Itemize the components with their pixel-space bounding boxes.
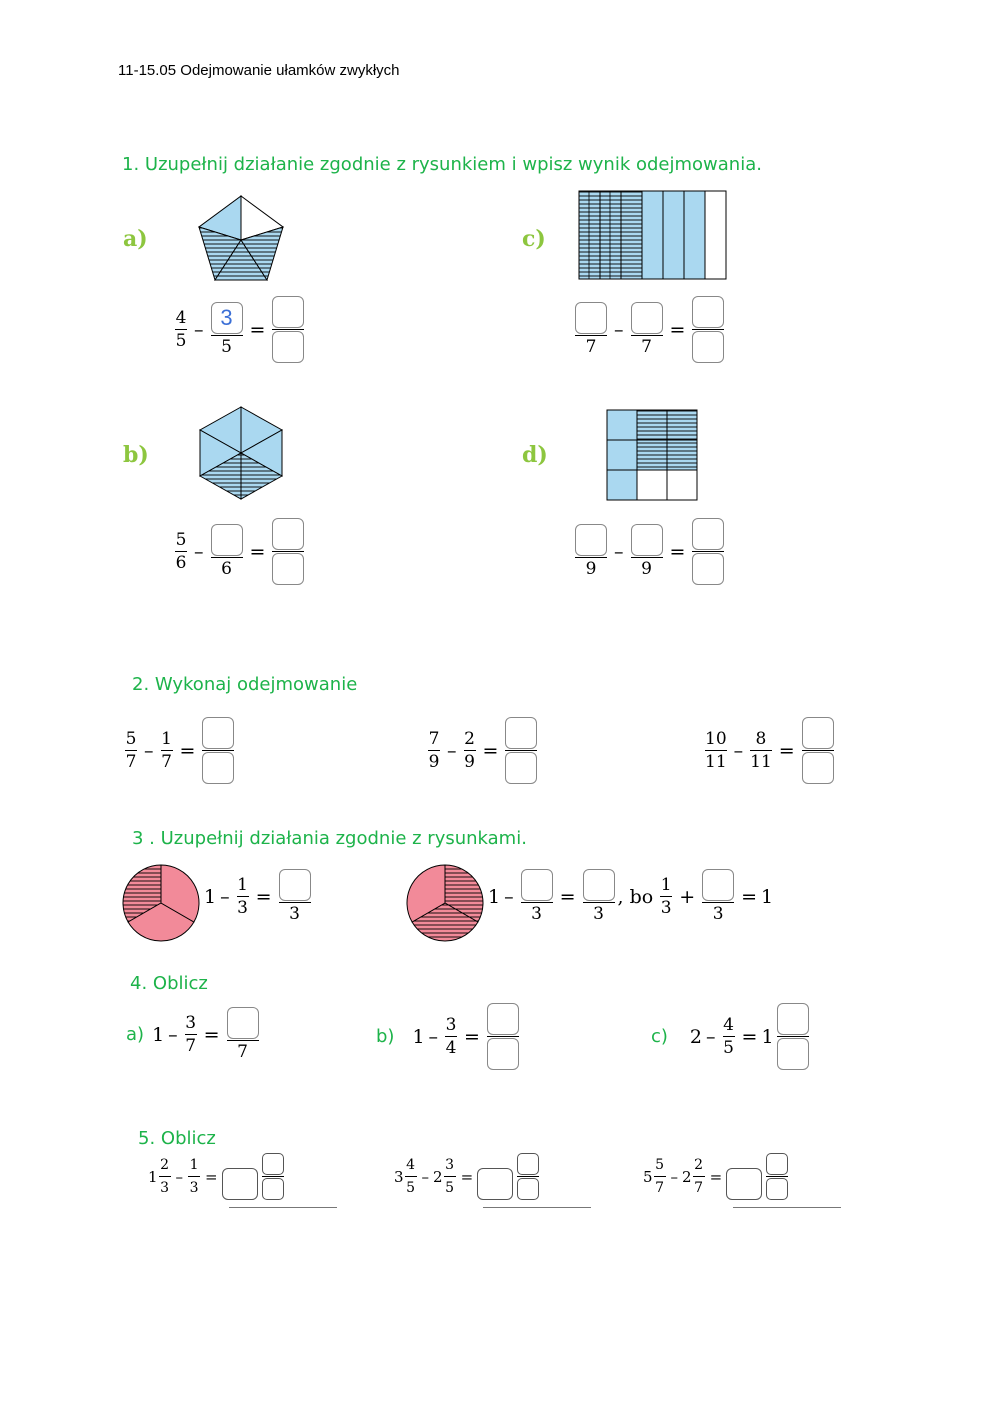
hexagon-figure xyxy=(198,405,288,501)
answer-box-1c-num1[interactable] xyxy=(575,302,607,334)
equation-2-3: $\frac{10}{11}$ – $\frac{8}{11}$ = xyxy=(702,717,837,784)
page-header: 11-15.05 Odejmowanie ułamków zwykłych xyxy=(118,62,400,79)
answer-box-2-1-den[interactable] xyxy=(202,752,234,784)
task3-title: 3 . Uzupełnij działania zgodnie z rysunkami. xyxy=(132,828,527,849)
answer-box-4b-den[interactable] xyxy=(487,1038,519,1070)
equation-1d: 9 – 9 = xyxy=(572,518,727,585)
task2-title: 2. Wykonaj odejmowanie xyxy=(132,674,358,695)
equation-1b: $\frac{5}{6}$ – 6 = xyxy=(172,518,307,585)
answer-box-1c-result-den[interactable] xyxy=(692,331,724,363)
answer-box-5-3-num[interactable] xyxy=(766,1153,788,1175)
equation-2-1: $\frac{5}{7}$ – $\frac{1}{7}$ = xyxy=(122,717,237,784)
answer-box-1a-numerator[interactable]: 3 xyxy=(211,302,243,334)
answer-box-1a-result-num[interactable] xyxy=(272,296,304,328)
answer-line-5-2 xyxy=(483,1207,591,1208)
answer-box-4c-num[interactable] xyxy=(777,1003,809,1035)
answer-box-5-3-den[interactable] xyxy=(766,1178,788,1200)
answer-box-3-1-num[interactable] xyxy=(279,869,311,901)
fraction: $\frac{4}{5}$ xyxy=(175,308,187,351)
answer-box-1d-result-den[interactable] xyxy=(692,553,724,585)
answer-box-5-2-den[interactable] xyxy=(517,1178,539,1200)
equation-3-2: 1 – 3 = 3 , bo $\frac{1}{3}$ + 3 = 1 xyxy=(488,869,773,924)
answer-box-3-2-num3[interactable] xyxy=(702,869,734,901)
answer-box-1d-result-num[interactable] xyxy=(692,518,724,550)
equation-4c: c) 2 – $\frac{4}{5}$ = 1 xyxy=(651,1003,812,1070)
answer-box-5-1-num[interactable] xyxy=(262,1153,284,1175)
equation-2-2: $\frac{7}{9}$ – $\frac{2}{9}$ = xyxy=(425,717,540,784)
grid-ninths-figure xyxy=(606,409,702,505)
answer-box-2-2-den[interactable] xyxy=(505,752,537,784)
answer-box-1b-result-num[interactable] xyxy=(272,518,304,550)
task5-title: 5. Oblicz xyxy=(138,1128,216,1149)
task1-title: 1. Uzupełnij działanie zgodnie z rysunkiem i wpisz wynik odejmowania. xyxy=(122,154,762,175)
answer-box-1d-num2[interactable] xyxy=(631,524,663,556)
answer-box-4b-num[interactable] xyxy=(487,1003,519,1035)
answer-line-5-3 xyxy=(733,1207,841,1208)
task1-label-c: c) xyxy=(522,226,546,252)
equation-5-3: 5 $\frac{5}{7}$ – 2 $\frac{2}{7}$ = xyxy=(643,1153,791,1200)
answer-box-2-3-den[interactable] xyxy=(802,752,834,784)
answer-box-1d-num1[interactable] xyxy=(575,524,607,556)
equation-4b: b) 1 – $\frac{3}{4}$ = xyxy=(376,1003,522,1070)
task1-label-d: d) xyxy=(522,442,548,468)
answer-box-2-2-num[interactable] xyxy=(505,717,537,749)
equation-1c: 7 – 7 = xyxy=(572,296,727,363)
task4-title: 4. Oblicz xyxy=(130,973,208,994)
circle-thirds-figure-2 xyxy=(405,863,485,943)
task1-label-a: a) xyxy=(123,226,148,252)
answer-box-1c-result-num[interactable] xyxy=(692,296,724,328)
equation-5-1: 1 $\frac{2}{3}$ – $\frac{1}{3}$ = xyxy=(148,1153,287,1200)
rectangle-sevenths-figure xyxy=(578,190,728,282)
circle-thirds-figure-1 xyxy=(121,863,201,943)
answer-box-1c-num2[interactable] xyxy=(631,302,663,334)
pentagon-figure xyxy=(195,194,305,284)
answer-line-5-1 xyxy=(229,1207,337,1208)
answer-box-5-1-whole[interactable] xyxy=(222,1168,258,1200)
answer-box-1b-num[interactable] xyxy=(211,524,243,556)
answer-box-1b-result-den[interactable] xyxy=(272,553,304,585)
answer-box-4a-num[interactable] xyxy=(227,1007,259,1039)
answer-box-2-3-num[interactable] xyxy=(802,717,834,749)
answer-box-3-2-num1[interactable] xyxy=(521,869,553,901)
answer-box-5-2-num[interactable] xyxy=(517,1153,539,1175)
answer-box-3-2-num2[interactable] xyxy=(583,869,615,901)
answer-box-2-1-num[interactable] xyxy=(202,717,234,749)
equation-3-1: 1 – $\frac{1}{3}$ = 3 xyxy=(204,869,314,924)
answer-box-5-2-whole[interactable] xyxy=(477,1168,513,1200)
answer-box-4c-den[interactable] xyxy=(777,1038,809,1070)
answer-box-5-1-den[interactable] xyxy=(262,1178,284,1200)
task1-label-b: b) xyxy=(123,442,149,468)
equation-1a: $\frac{4}{5}$ – $\frac{3}{5}$ = xyxy=(172,296,307,363)
equation-5-2: 3 $\frac{4}{5}$ – 2 $\frac{3}{5}$ = xyxy=(394,1153,542,1200)
answer-box-5-3-whole[interactable] xyxy=(726,1168,762,1200)
equation-4a: a) 1 – $\frac{3}{7}$ = 7 xyxy=(126,1007,262,1062)
answer-box-1a-result-den[interactable] xyxy=(272,331,304,363)
